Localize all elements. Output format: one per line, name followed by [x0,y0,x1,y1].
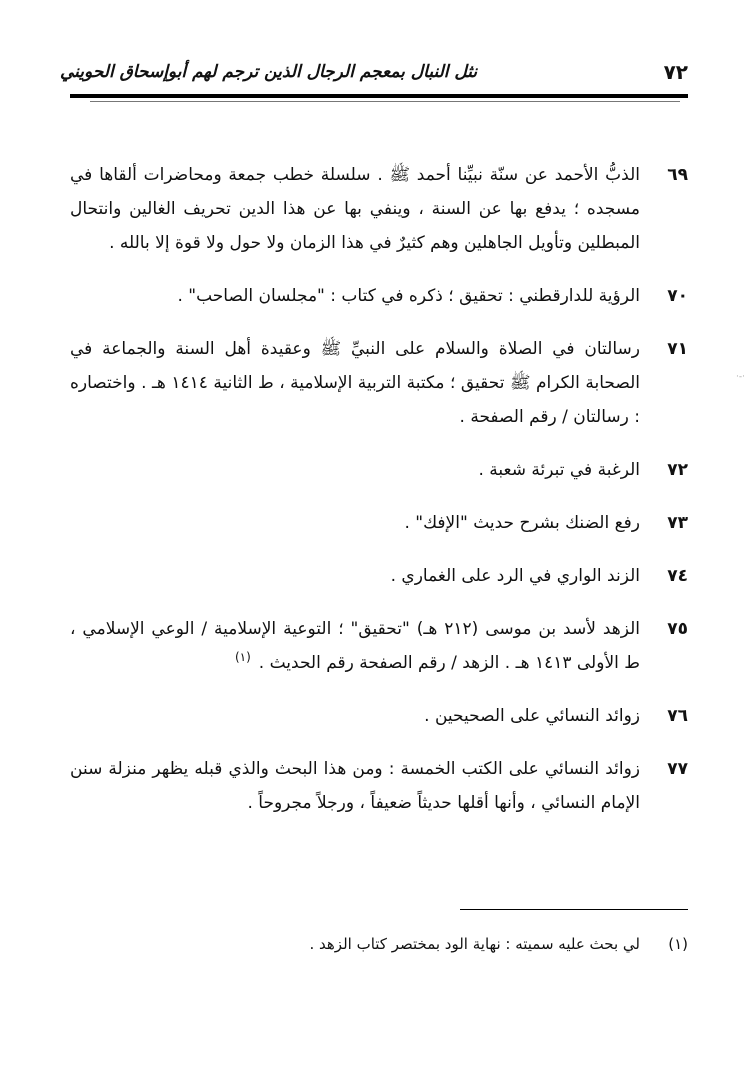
entry-text: زوائد النسائي على الكتب الخمسة : ومن هذا البحث والذي قبله يظهر منزلة سنن الإمام النسائي ، وأنها أقلها حديثاً ضعيفاً ، ورجلاً مجروحاً . [70,759,640,813]
entry-text: الرغبة في تبرئة شعبة . [478,460,640,480]
entry-text: رفع الضنك بشرح حديث "الإفك" . [404,513,640,533]
entry-number: ٦٩ [667,165,688,185]
footnote-marker: (١) [668,935,688,953]
stray-scan-mark: ·-· [736,372,745,382]
entry-69 [70,158,688,260]
footnote-reference: (١) [234,650,251,665]
header-rule-thick [70,94,688,98]
entry-text [70,612,640,680]
entry-72 [70,453,688,487]
entry-number: ٧٧ [667,759,688,779]
entry-text: رسالتان في الصلاة والسلام على النبيِّ ﷺ وعقيدة أهل السنة والجماعة في الصحابة الكرام ﷺ تحقيق ؛ مكتبة التربية الإسلامية ، ط الثانية ١٤١٤ هـ . واختصاره : رسالتان / رقم الصفحة . [70,339,640,427]
footnote [200,930,688,958]
entry-number: ٧٠ [667,286,688,306]
entry-77 [70,752,688,820]
entry-number: ٧١ [667,339,688,359]
entry-text-body: الزهد لأسد بن موسى (٢١٢ هـ) "تحقيق" ؛ التوعية الإسلامية / الوعي الإسلامي ، ط الأولى ١٤١٣ هـ . الزهد / رقم الصفحة رقم الحديث . [70,619,640,673]
footnote-text: لي بحث عليه سميته : نهاية الود بمختصر كتاب الزهد . [309,935,640,953]
entry-text: الزند الواري في الرد على الغماري . [390,566,640,586]
entry-text: الذبُّ الأحمد عن سنّة نبيِّنا أحمد ﷺ . سلسلة خطب جمعة ومحاضرات ألقاها في مسجده ؛ يدفع بها عن السنة ، وينفي بها عن هذا الدين تحريف الغالين وانتحال المبطلين وتأويل الجاهلين وهم كثيرٌ في هذا الزمان ولا حول ولا قوة إلا بالله . [70,165,640,253]
running-title: نثل النبال بمعجم الرجال الذين ترجم لهم أبوإسحاق الحويني [60,62,478,82]
page-number: ٧٢ [663,60,688,84]
entry-number: ٧٤ [667,566,688,586]
entry-text: زوائد النسائي على الصحيحين . [424,706,640,726]
entry-74 [70,559,688,593]
entry-number: ٧٥ [667,619,688,639]
entry-76 [70,699,688,733]
header-rule-thin [90,101,680,102]
entry-list [70,158,688,839]
footnote-rule [460,909,688,910]
entry-number: ٧٢ [667,460,688,480]
entry-text: الرؤية للدارقطني : تحقيق ؛ ذكره في كتاب : "مجلسان الصاحب" . [177,286,640,306]
entry-number: ٧٣ [667,513,688,533]
entry-70 [70,279,688,313]
entry-number: ٧٦ [667,706,688,726]
entry-73 [70,506,688,540]
page-header [60,50,688,94]
entry-75 [70,612,688,680]
entry-71 [70,332,688,434]
